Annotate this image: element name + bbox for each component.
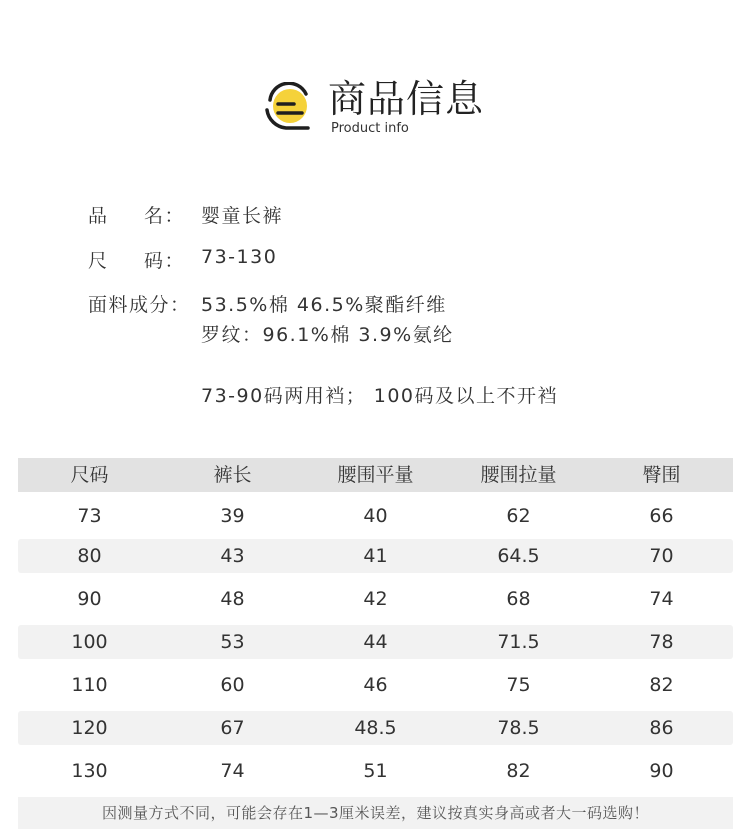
table-cell: 74 — [220, 760, 245, 782]
table-cell: 78.5 — [497, 717, 540, 739]
table-cell: 62 — [506, 505, 531, 527]
attr-size-label-char-2: 码： — [144, 250, 186, 272]
attr-fabric-value-2: 罗纹：96.1%棉 3.9%氨纶 — [201, 324, 454, 346]
table-cell: 73 — [77, 505, 102, 527]
attr-fabric-label: 面料成分： — [88, 294, 191, 316]
table-cell: 48 — [220, 588, 245, 610]
table-cell: 78 — [649, 631, 674, 653]
table-cell: 71.5 — [497, 631, 540, 653]
table-cell: 42 — [363, 588, 388, 610]
table-cell: 68 — [506, 588, 531, 610]
table-row — [18, 668, 733, 702]
table-cell: 86 — [649, 717, 674, 739]
table-cell: 46 — [363, 674, 388, 696]
table-cell: 82 — [506, 760, 531, 782]
page-title: 商品信息 — [328, 77, 485, 121]
attr-crotch-note: 73-90码两用裆； 100码及以上不开裆 — [201, 385, 559, 407]
table-cell: 100 — [71, 631, 108, 653]
table-cell: 130 — [71, 760, 108, 782]
table-header-cell: 尺码 — [70, 464, 109, 486]
table-cell: 44 — [363, 631, 388, 653]
attr-fabric-value-1: 53.5%棉 46.5%聚酯纤维 — [201, 294, 447, 316]
table-cell: 75 — [506, 674, 531, 696]
table-cell: 67 — [220, 717, 245, 739]
table-header-cell: 裤长 — [213, 464, 252, 486]
attr-name-label-char-1: 品 — [88, 205, 109, 227]
attr-size-value: 73-130 — [201, 246, 278, 268]
table-cell: 51 — [363, 760, 388, 782]
table-cell: 43 — [220, 545, 245, 567]
table-cell: 70 — [649, 545, 674, 567]
table-row — [18, 625, 733, 659]
measurement-note: 因测量方式不同，可能会存在1—3厘米误差，建议按真实身高或者大一码选购！ — [18, 797, 733, 829]
table-cell: 110 — [71, 674, 108, 696]
table-cell: 90 — [77, 588, 102, 610]
table-header-cell: 腰围平量 — [337, 464, 414, 486]
table-header-cell: 腰围拉量 — [480, 464, 557, 486]
table-cell: 64.5 — [497, 545, 540, 567]
table-cell: 53 — [220, 631, 245, 653]
table-cell: 80 — [77, 545, 102, 567]
table-row — [18, 499, 733, 533]
table-header-cell: 臀围 — [642, 464, 681, 486]
table-cell: 66 — [649, 505, 674, 527]
table-cell: 48.5 — [354, 717, 397, 739]
table-row — [18, 754, 733, 788]
table-cell: 40 — [363, 505, 388, 527]
table-row — [18, 711, 733, 745]
table-cell: 74 — [649, 588, 674, 610]
table-row — [18, 539, 733, 573]
table-header-row — [18, 458, 733, 492]
table-cell: 39 — [220, 505, 245, 527]
attr-name-label-char-2: 名： — [144, 205, 186, 227]
attr-name-value: 婴童长裤 — [201, 205, 284, 227]
product-info-header — [262, 72, 502, 142]
attr-size-label-char-1: 尺 — [88, 250, 109, 272]
table-cell: 82 — [649, 674, 674, 696]
table-cell: 60 — [220, 674, 245, 696]
document-lines-icon — [262, 82, 314, 134]
page-subtitle: Product info — [331, 121, 409, 136]
table-cell: 90 — [649, 760, 674, 782]
table-row — [18, 582, 733, 616]
table-cell: 120 — [71, 717, 108, 739]
table-cell: 41 — [363, 545, 388, 567]
